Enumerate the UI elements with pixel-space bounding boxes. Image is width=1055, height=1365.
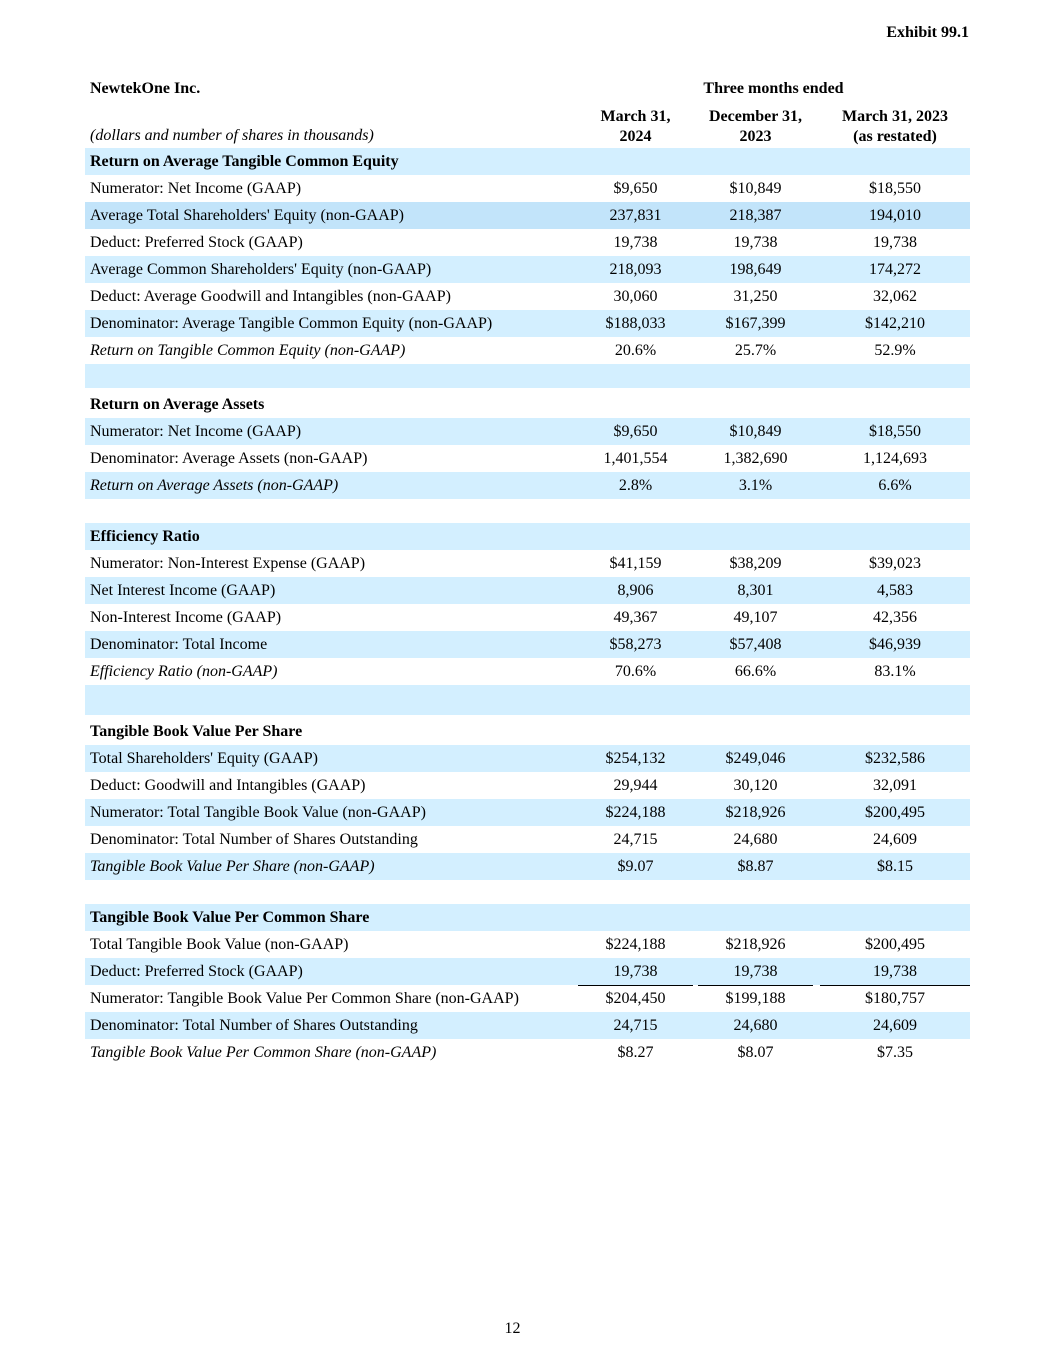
cell-value: 30,060 xyxy=(578,288,693,306)
cell-value: 237,831 xyxy=(609,207,662,224)
table-row xyxy=(85,472,970,499)
section-title: Tangible Book Value Per Common Share xyxy=(90,909,370,926)
cell-value: 174,272 xyxy=(869,261,921,278)
cell-value: $254,132 xyxy=(605,750,666,767)
table-row xyxy=(85,550,970,577)
financial-table xyxy=(85,148,970,1066)
row-label: Deduct: Average Goodwill and Intangibles (non-GAAP) xyxy=(90,288,451,305)
company-name: NewtekOne Inc. xyxy=(90,80,201,97)
cell-value: $9,650 xyxy=(613,423,658,440)
cell-value: 19,738 xyxy=(698,234,813,252)
row-label: Numerator: Non-Interest Expense (GAAP) xyxy=(90,555,366,572)
row-label: Total Shareholders' Equity (GAAP) xyxy=(90,750,318,767)
cell-value: $199,188 xyxy=(725,990,786,1007)
cell-value: 198,649 xyxy=(729,261,782,278)
cell-value: 24,680 xyxy=(733,831,778,848)
cell-value: 49,367 xyxy=(578,609,693,627)
row-label: Return on Average Assets (non-GAAP) xyxy=(90,477,339,494)
cell-value: 24,715 xyxy=(613,1017,658,1034)
table-row xyxy=(85,445,970,472)
spacer-row xyxy=(85,685,970,715)
row-label: Numerator: Net Income (GAAP) xyxy=(90,180,302,197)
table-row xyxy=(85,958,970,985)
row-label: Net Interest Income (GAAP) xyxy=(90,582,276,599)
row-label: Denominator: Total Number of Shares Outstanding xyxy=(90,1017,418,1034)
column-header-line: March 31, 2023 xyxy=(842,108,948,125)
cell-value: 29,944 xyxy=(578,777,693,795)
cell-value: $204,450 xyxy=(605,990,666,1007)
cell-value: 1,401,554 xyxy=(603,450,668,467)
row-label: Numerator: Net Income (GAAP) xyxy=(90,423,302,440)
table-row xyxy=(85,202,970,229)
cell-value: 49,107 xyxy=(698,609,813,627)
column-header-dec-2023 xyxy=(698,107,813,147)
cell-value: 42,356 xyxy=(820,609,970,627)
section-header xyxy=(85,388,970,418)
table-row xyxy=(85,175,970,202)
page-number: 12 xyxy=(504,1320,521,1337)
table-row xyxy=(85,658,970,685)
cell-value: 8,301 xyxy=(737,582,774,599)
cell-value: 8,906 xyxy=(617,582,654,599)
cell-value: $18,550 xyxy=(869,180,921,197)
section-header xyxy=(85,715,970,745)
cell-value: 32,091 xyxy=(820,777,970,795)
cell-value: $167,399 xyxy=(725,315,786,332)
cell-value: 24,680 xyxy=(733,1017,778,1034)
cell-value: 1,382,690 xyxy=(723,450,788,467)
cell-value: $8.27 xyxy=(617,1044,654,1061)
cell-value: $224,188 xyxy=(605,804,666,821)
section-header xyxy=(85,904,970,931)
cell-value: $8.07 xyxy=(737,1044,774,1061)
table-row xyxy=(85,604,970,631)
cell-value: 3.1% xyxy=(738,477,773,494)
cell-value: 19,738 xyxy=(820,963,970,981)
cell-value: 30,120 xyxy=(698,777,813,795)
section-header xyxy=(85,523,970,550)
table-row xyxy=(85,931,970,958)
row-label: Total Tangible Book Value (non-GAAP) xyxy=(90,936,349,953)
table-row xyxy=(85,772,970,799)
cell-value: 19,738 xyxy=(698,963,813,981)
cell-value: $9.07 xyxy=(617,858,654,875)
cell-value: $8.15 xyxy=(877,858,913,875)
cell-value: 194,010 xyxy=(869,207,921,224)
cell-value: 6.6% xyxy=(878,477,912,494)
period-header: Three months ended xyxy=(703,80,844,97)
cell-value: $10,849 xyxy=(729,423,782,440)
cell-value: $58,273 xyxy=(609,636,662,653)
cell-value: 24,715 xyxy=(613,831,658,848)
exhibit-label: Exhibit 99.1 xyxy=(886,24,969,41)
column-header-line: March 31, xyxy=(600,108,671,125)
row-label: Return on Tangible Common Equity (non-GAAP) xyxy=(90,342,406,359)
table-row xyxy=(85,853,970,880)
cell-value: 32,062 xyxy=(820,288,970,306)
cell-value: 66.6% xyxy=(734,663,777,680)
row-label: Denominator: Average Tangible Common Equity (non-GAAP) xyxy=(90,315,493,332)
section-title: Return on Average Assets xyxy=(90,396,265,413)
row-label: Average Common Shareholders' Equity (non-GAAP) xyxy=(90,261,432,278)
table-row xyxy=(85,310,970,337)
cell-value: 24,609 xyxy=(873,831,917,848)
cell-value: 218,387 xyxy=(729,207,782,224)
row-label: Non-Interest Income (GAAP) xyxy=(90,609,282,626)
column-header-line: 2024 xyxy=(619,128,652,145)
cell-value: $7.35 xyxy=(877,1044,913,1061)
row-label: Deduct: Preferred Stock (GAAP) xyxy=(90,234,303,251)
cell-value: $41,159 xyxy=(609,555,662,572)
column-header-mar-2024 xyxy=(578,107,693,147)
cell-value: 218,093 xyxy=(609,261,662,278)
cell-value: $8.87 xyxy=(737,858,774,875)
row-label: Deduct: Goodwill and Intangibles (GAAP) xyxy=(90,777,366,794)
cell-value: $200,495 xyxy=(865,804,925,821)
row-label: Numerator: Tangible Book Value Per Common Share (non-GAAP) xyxy=(90,990,519,1007)
units-note: (dollars and number of shares in thousands) xyxy=(90,127,374,144)
table-row xyxy=(85,1039,970,1066)
table-row xyxy=(85,418,970,445)
cell-value: 70.6% xyxy=(614,663,657,680)
cell-value: $38,209 xyxy=(729,555,782,572)
cell-value: $180,757 xyxy=(865,990,925,1007)
column-header-line: (as restated) xyxy=(853,128,937,145)
table-row xyxy=(85,745,970,772)
column-header-mar-2023 xyxy=(820,107,970,147)
section-title: Tangible Book Value Per Share xyxy=(90,723,303,740)
row-label: Efficiency Ratio (non-GAAP) xyxy=(90,663,278,680)
cell-value: 24,609 xyxy=(873,1017,917,1034)
spacer-row xyxy=(85,364,970,388)
cell-value: 83.1% xyxy=(874,663,916,680)
table-row xyxy=(85,256,970,283)
table-row xyxy=(85,229,970,256)
cell-value: 20.6% xyxy=(614,342,657,359)
cell-value: 4,583 xyxy=(877,582,913,599)
row-label: Average Total Shareholders' Equity (non-GAAP) xyxy=(90,207,404,224)
table-row xyxy=(85,985,970,1012)
table-row xyxy=(85,283,970,310)
row-label: Denominator: Total Income xyxy=(90,636,268,653)
cell-value: 1,124,693 xyxy=(863,450,927,467)
cell-value: $232,586 xyxy=(865,750,925,767)
table-row xyxy=(85,337,970,364)
cell-value: $46,939 xyxy=(869,636,921,653)
cell-value: $224,188 xyxy=(605,936,666,953)
cell-value: $9,650 xyxy=(613,180,658,197)
section-title: Efficiency Ratio xyxy=(90,528,200,545)
table-row xyxy=(85,631,970,658)
cell-value: 2.8% xyxy=(618,477,653,494)
cell-value: $57,408 xyxy=(729,636,782,653)
cell-value: $142,210 xyxy=(865,315,925,332)
table-row xyxy=(85,577,970,604)
cell-value: 31,250 xyxy=(698,288,813,306)
cell-value: $39,023 xyxy=(869,555,921,572)
row-label: Deduct: Preferred Stock (GAAP) xyxy=(90,963,303,980)
cell-value: $10,849 xyxy=(729,180,782,197)
section-header xyxy=(85,148,970,175)
row-label: Tangible Book Value Per Common Share (non-GAAP) xyxy=(90,1044,437,1061)
cell-value: 52.9% xyxy=(874,342,916,359)
cell-value: $218,926 xyxy=(725,804,786,821)
cell-value: $218,926 xyxy=(725,936,786,953)
section-title: Return on Average Tangible Common Equity xyxy=(90,153,399,170)
row-label: Numerator: Total Tangible Book Value (non-GAAP) xyxy=(90,804,426,821)
row-label: Tangible Book Value Per Share (non-GAAP) xyxy=(90,858,375,875)
cell-value: 19,738 xyxy=(820,234,970,252)
cell-value: 19,738 xyxy=(578,963,693,981)
table-row xyxy=(85,826,970,853)
column-header-line: 2023 xyxy=(739,128,772,145)
spacer-row xyxy=(85,880,970,904)
cell-value: $18,550 xyxy=(869,423,921,440)
cell-value: $249,046 xyxy=(725,750,786,767)
table-row xyxy=(85,1012,970,1039)
cell-value: 19,738 xyxy=(578,234,693,252)
spacer-row xyxy=(85,499,970,523)
cell-value: $188,033 xyxy=(605,315,666,332)
cell-value: 25.7% xyxy=(734,342,777,359)
row-label: Denominator: Average Assets (non-GAAP) xyxy=(90,450,368,467)
cell-value: $200,495 xyxy=(865,936,925,953)
row-label: Denominator: Total Number of Shares Outstanding xyxy=(90,831,418,848)
column-header-line: December 31, xyxy=(709,108,802,125)
table-row xyxy=(85,799,970,826)
